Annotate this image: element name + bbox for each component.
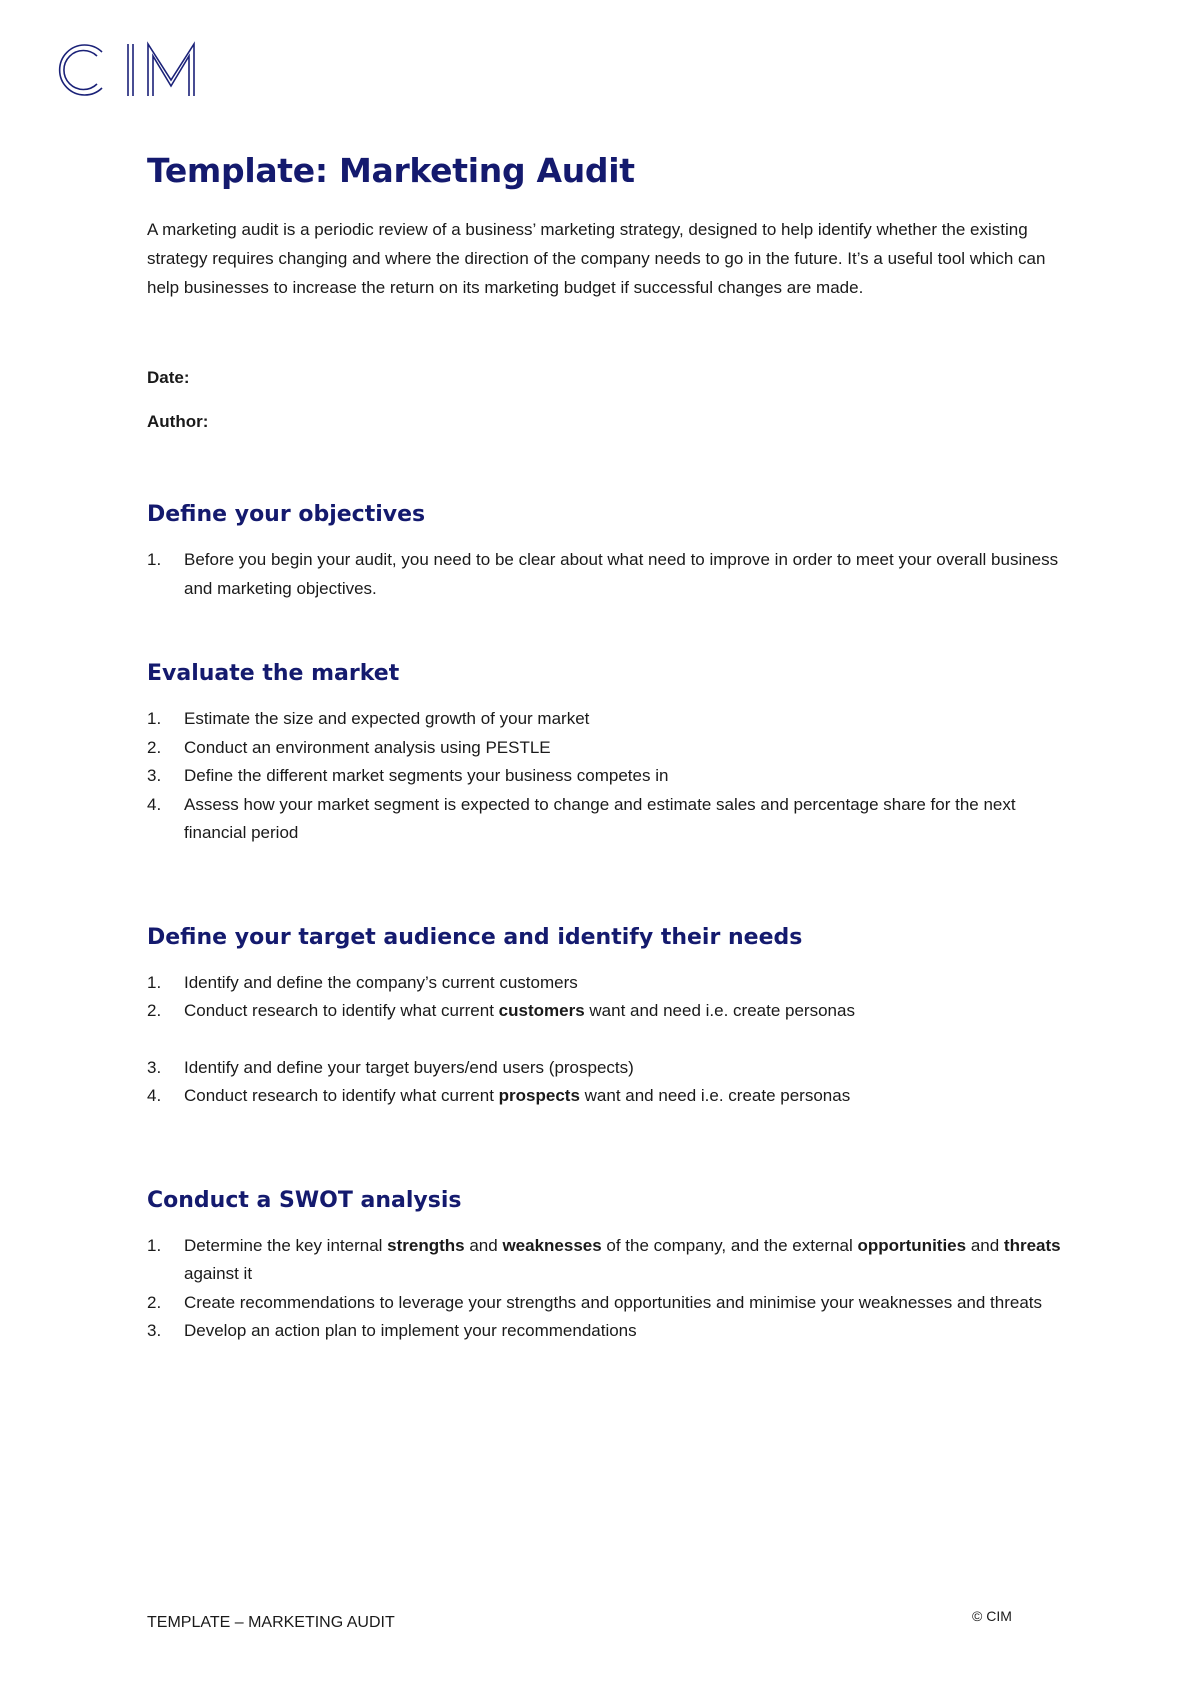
footer-title: TEMPLATE – MARKETING AUDIT: [147, 1614, 395, 1631]
list-number: 2.: [147, 1001, 162, 1020]
intro-paragraph: A marketing audit is a periodic review of a business’ marketing strategy, designed to help identify whether the existing strategy requires changing and where the direction of the company needs to go in the future. It’s a useful tool which can help businesses to increase the return on its marketing budget if successful changes are made.: [147, 220, 1046, 297]
list-text: [184, 1001, 855, 1020]
date-label: Date:: [147, 368, 190, 387]
list-text-bold: threats: [1003, 1235, 1061, 1255]
list-text-part: Determine the key internal: [184, 1235, 388, 1255]
list-text: Create recommendations to leverage your strengths and opportunities and minimise your weaknesses and threats: [184, 1292, 1043, 1312]
market-list: [147, 705, 1062, 848]
list-text: Define the different market segments your business competes in: [184, 766, 669, 785]
section-heading: Define your objectives: [147, 502, 426, 527]
list-text: Before you begin your audit, you need to be clear about what need to improve in order to meet your overall business and marketing objectives.: [184, 550, 1059, 598]
cim-logo: [48, 40, 206, 100]
list-number: 3.: [147, 1057, 162, 1077]
list-text-part: Conduct research to identify what current: [184, 1001, 499, 1020]
list-item: [147, 1082, 1062, 1111]
list-text-bold: customers: [498, 1001, 585, 1020]
list-text-part: want and need i.e. create personas: [584, 1001, 855, 1020]
list-text-part: of the company, and the external: [601, 1235, 858, 1255]
list-text-bold: prospects: [498, 1086, 580, 1105]
section-objectives: [147, 500, 1062, 603]
list-text: [184, 1086, 850, 1105]
audience-list: [147, 969, 1062, 1111]
list-text-part: against it: [184, 1264, 253, 1283]
list-text-bold: weaknesses: [502, 1235, 602, 1255]
list-number: 2.: [147, 1292, 162, 1312]
list-text-bold: opportunities: [857, 1235, 967, 1255]
section-heading: Evaluate the market: [147, 661, 400, 686]
list-number: 4.: [147, 794, 162, 814]
list-item: [147, 969, 1062, 998]
list-item: [147, 734, 1062, 763]
list-item: [147, 1232, 1062, 1289]
list-item: [147, 1317, 1062, 1346]
section-audience: [147, 923, 1062, 1111]
list-text: Develop an action plan to implement your recommendations: [184, 1321, 637, 1340]
list-text-bold: strengths: [387, 1235, 465, 1255]
page-title: Template: Marketing Audit: [147, 151, 635, 190]
list-item: [147, 791, 1062, 848]
list-text-part: Conduct research to identify what current: [184, 1086, 499, 1105]
list-text: [184, 1236, 1061, 1284]
document-body: [147, 148, 1062, 1346]
list-item: [147, 1289, 1062, 1318]
list-item: [147, 546, 1062, 603]
list-text: Identify and define your target buyers/end users (prospects): [184, 1057, 634, 1077]
list-text: Estimate the size and expected growth of your market: [184, 709, 590, 728]
author-label: Author:: [147, 412, 209, 431]
meta-fields: [147, 366, 1062, 434]
list-number: 4.: [147, 1086, 162, 1105]
swot-list: [147, 1232, 1062, 1346]
objectives-list: [147, 546, 1062, 603]
list-text: Identify and define the company’s current customers: [184, 972, 578, 992]
list-text-part: and: [966, 1235, 1004, 1255]
section-market: [147, 659, 1062, 848]
list-number: 1.: [147, 1235, 162, 1255]
section-swot: [147, 1186, 1062, 1346]
list-item: [147, 997, 1062, 1026]
list-number: 1.: [147, 550, 162, 569]
cim-logo-graphic: [48, 40, 206, 100]
list-number: 1.: [147, 709, 162, 728]
list-text-part: and: [464, 1235, 503, 1255]
list-text-part: want and need i.e. create personas: [579, 1086, 851, 1105]
list-number: 2.: [147, 737, 162, 757]
list-item: [147, 1054, 1062, 1083]
footer-copyright: © CIM: [972, 1608, 1012, 1624]
section-heading: Conduct a SWOT analysis: [147, 1187, 462, 1213]
list-text: Assess how your market segment is expected to change and estimate sales and percentage share for the next financial period: [184, 794, 1016, 842]
list-number: 3.: [147, 766, 162, 785]
section-heading: Define your target audience and identify their needs: [147, 924, 803, 950]
list-number: 3.: [147, 1321, 162, 1340]
list-item: [147, 762, 1062, 791]
list-item: [147, 705, 1062, 734]
list-text: Conduct an environment analysis using PESTLE: [184, 737, 551, 757]
list-number: 1.: [147, 972, 162, 992]
